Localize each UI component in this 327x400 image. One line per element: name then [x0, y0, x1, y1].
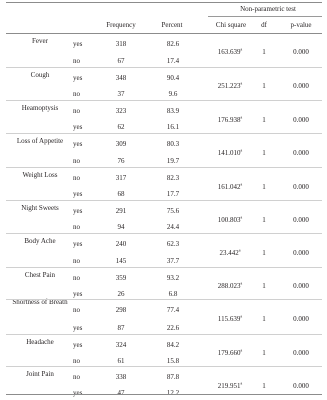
- row-p-value: 0.000: [293, 183, 309, 191]
- row-percent: 75.6: [166, 207, 180, 215]
- row-separator: [6, 366, 322, 367]
- row-frequency: 26: [117, 290, 125, 298]
- row-answer: no: [73, 373, 80, 381]
- table-top-rule: [6, 2, 322, 3]
- chi-square-footnote-mark: a: [240, 114, 243, 120]
- row-answer: no: [73, 257, 80, 265]
- chi-square-value: 115.639: [217, 315, 241, 323]
- row-separator: [6, 299, 322, 300]
- row-answer: yes: [73, 324, 83, 332]
- row-percent: 82.3: [166, 174, 180, 182]
- row-answer: yes: [73, 123, 83, 131]
- row-answer: yes: [73, 74, 83, 82]
- row-answer: no: [73, 357, 80, 365]
- row-separator: [6, 233, 322, 234]
- row-frequency: 317: [115, 174, 127, 182]
- row-percent: 22.6: [166, 324, 180, 332]
- chi-square-value: 161.042: [217, 183, 241, 191]
- row-frequency: 47: [117, 389, 125, 397]
- row-symptom-label: Loss of Appetite: [16, 137, 64, 145]
- row-symptom-label: Heamoptysis: [21, 104, 59, 112]
- row-percent: 77.4: [166, 306, 180, 314]
- row-answer: yes: [73, 190, 83, 198]
- chi-square-footnote-mark: a: [240, 214, 243, 220]
- group-header: Non-parametric test: [240, 5, 296, 13]
- row-percent: 80.3: [166, 140, 180, 148]
- row-p-value: 0.000: [293, 282, 309, 290]
- row-separator: [6, 267, 322, 268]
- row-symptom-label: Joint Pain: [26, 370, 54, 378]
- row-p-value: 0.000: [293, 315, 309, 323]
- row-frequency: 145: [115, 257, 127, 265]
- row-df: 1: [262, 315, 266, 323]
- chi-square-value: 288.023: [217, 282, 241, 290]
- row-p-value: 0.000: [293, 82, 309, 90]
- row-separator: [6, 167, 322, 168]
- row-frequency: 68: [117, 190, 125, 198]
- row-frequency: 62: [117, 123, 125, 131]
- chi-square-footnote-mark: a: [240, 347, 243, 353]
- chi-square-value: 179.660: [217, 349, 241, 357]
- chi-square-value: 251.223: [217, 82, 241, 90]
- row-separator: [6, 67, 322, 68]
- row-percent: 24.4: [166, 223, 180, 231]
- chi-square-footnote-mark: a: [240, 80, 243, 86]
- row-frequency: 309: [115, 140, 127, 148]
- row-answer: no: [73, 157, 80, 165]
- col-header-frequency: Frequency: [106, 21, 136, 29]
- row-percent: 83.9: [166, 107, 180, 115]
- row-p-value: 0.000: [293, 149, 309, 157]
- row-p-value: 0.000: [293, 216, 309, 224]
- row-answer: no: [73, 57, 80, 65]
- row-percent: 12.2: [166, 389, 180, 397]
- row-df: 1: [262, 116, 266, 124]
- row-percent: 17.7: [166, 190, 180, 198]
- row-percent: 37.7: [166, 257, 180, 265]
- row-df: 1: [262, 382, 266, 390]
- row-df: 1: [262, 149, 266, 157]
- group-header-rule: [208, 16, 322, 17]
- chi-square-footnote-mark: a: [240, 181, 243, 187]
- col-header-df: df: [261, 21, 267, 29]
- row-p-value: 0.000: [293, 48, 309, 56]
- row-answer: no: [73, 174, 80, 182]
- row-df: 1: [262, 249, 266, 257]
- row-frequency: 323: [115, 107, 127, 115]
- row-frequency: 318: [115, 40, 127, 48]
- row-frequency: 87: [117, 324, 125, 332]
- row-frequency: 76: [117, 157, 125, 165]
- row-p-value: 0.000: [293, 382, 309, 390]
- row-frequency: 61: [117, 357, 125, 365]
- row-answer: yes: [73, 290, 83, 298]
- row-answer: no: [73, 306, 80, 314]
- row-frequency: 240: [115, 240, 127, 248]
- row-frequency: 348: [115, 74, 127, 82]
- row-df: 1: [262, 216, 266, 224]
- row-answer: yes: [73, 240, 83, 248]
- row-frequency: 94: [117, 223, 125, 231]
- row-frequency: 324: [115, 341, 127, 349]
- row-percent: 93.2: [166, 274, 180, 282]
- row-df: 1: [262, 282, 266, 290]
- row-df: 1: [262, 82, 266, 90]
- row-percent: 15.8: [166, 357, 180, 365]
- row-percent: 82.6: [166, 40, 180, 48]
- row-separator: [6, 200, 322, 201]
- row-frequency: 359: [115, 274, 127, 282]
- row-answer: yes: [73, 389, 83, 397]
- row-symptom-label: Cough: [30, 71, 50, 79]
- row-frequency: 67: [117, 57, 125, 65]
- row-percent: 62.3: [166, 240, 180, 248]
- row-frequency: 291: [115, 207, 127, 215]
- row-symptom-label: Chest Pain: [24, 271, 56, 279]
- chi-square-value: 23.442: [219, 249, 239, 257]
- chi-square-value: 176.938: [217, 116, 241, 124]
- col-header-percent: Percent: [161, 21, 183, 29]
- row-frequency: 298: [115, 306, 127, 314]
- row-answer: no: [73, 274, 80, 282]
- chi-square-value: 219.951: [217, 382, 241, 390]
- row-percent: 16.1: [166, 123, 180, 131]
- row-answer: yes: [73, 40, 83, 48]
- row-symptom-label: Night Sweets: [21, 204, 59, 212]
- row-answer: no: [73, 223, 80, 231]
- row-percent: 9.6: [168, 90, 178, 98]
- row-percent: 19.7: [166, 157, 180, 165]
- row-answer: yes: [73, 140, 83, 148]
- row-answer: yes: [73, 341, 83, 349]
- col-header-chi-square: Chi square: [215, 21, 247, 29]
- row-separator: [6, 100, 322, 101]
- row-df: 1: [262, 48, 266, 56]
- header-bottom-rule: [6, 33, 322, 34]
- chi-square-footnote-mark: a: [240, 147, 243, 153]
- row-percent: 90.4: [166, 74, 180, 82]
- row-percent: 6.8: [168, 290, 178, 298]
- row-percent: 17.4: [166, 57, 180, 65]
- row-symptom-label: Body Ache: [24, 237, 56, 245]
- chi-square-value: 100.803: [217, 216, 241, 224]
- row-symptom-label: Fever: [32, 37, 48, 45]
- row-answer: no: [73, 107, 80, 115]
- row-answer: no: [73, 90, 80, 98]
- chi-square-value: 163.639: [217, 48, 241, 56]
- chi-square-value: 141.010: [217, 149, 241, 157]
- row-frequency: 37: [117, 90, 125, 98]
- row-df: 1: [262, 349, 266, 357]
- table-bottom-rule: [6, 394, 322, 395]
- row-percent: 87.8: [166, 373, 180, 381]
- row-p-value: 0.000: [293, 349, 309, 357]
- row-separator: [6, 334, 322, 335]
- row-answer: yes: [73, 207, 83, 215]
- row-df: 1: [262, 183, 266, 191]
- row-symptom-label: Weight Loss: [22, 171, 58, 179]
- row-symptom-label: Shortness of Breath: [12, 298, 68, 306]
- chi-square-footnote-mark: a: [238, 247, 241, 253]
- chi-square-footnote-mark: a: [240, 280, 243, 286]
- chi-square-footnote-mark: a: [240, 313, 243, 319]
- row-frequency: 338: [115, 373, 127, 381]
- row-percent: 84.2: [166, 341, 180, 349]
- row-separator: [6, 133, 322, 134]
- chi-square-footnote-mark: a: [240, 380, 243, 386]
- row-p-value: 0.000: [293, 116, 309, 124]
- col-header-p-value: p-value: [290, 21, 312, 29]
- chi-square-footnote-mark: a: [240, 46, 243, 52]
- row-symptom-label: Headache: [26, 338, 54, 346]
- row-p-value: 0.000: [293, 249, 309, 257]
